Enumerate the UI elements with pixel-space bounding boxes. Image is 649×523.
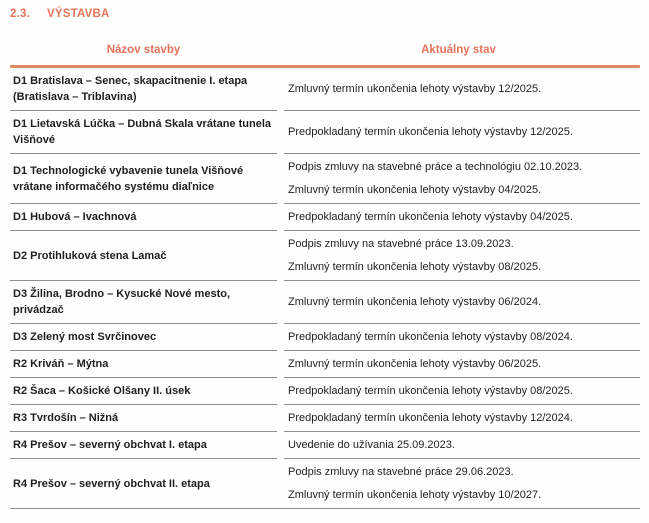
status-line: Predpokladaný termín ukončenia lehoty výstavby 08/2024. — [288, 331, 573, 343]
column-header-status: Aktuálny stav — [421, 44, 496, 56]
column-gap — [277, 68, 284, 111]
column-gap — [277, 378, 284, 405]
column-gap — [277, 351, 284, 378]
status-line: Zmluvný termín ukončenia lehoty výstavby 06/2024. — [288, 296, 542, 308]
project-name: R2 Kriváň – Mýtna — [10, 351, 277, 378]
column-gap — [277, 204, 284, 231]
status-line: Uvedenie do užívania 25.09.2023. — [288, 439, 455, 451]
table-row — [10, 231, 640, 281]
project-name: D2 Protihluková stena Lamač — [10, 231, 277, 281]
project-status — [284, 459, 640, 508]
project-status — [284, 111, 640, 154]
table-row — [10, 281, 640, 324]
project-name: D3 Žilina, Brodno – Kysucké Nové mesto, privádzač — [10, 281, 277, 324]
status-line: Predpokladaný termín ukončenia lehoty výstavby 04/2025. — [288, 211, 573, 223]
table-row — [10, 68, 640, 111]
project-name: D1 Lietavská Lúčka – Dubná Skala vrátane tunela Višňové — [10, 111, 277, 154]
table-row — [10, 324, 640, 351]
table-row — [10, 204, 640, 231]
column-header-name: Názov stavby — [106, 44, 181, 56]
table-row — [10, 351, 640, 378]
project-name: R4 Prešov – severný obchvat II. etapa — [13, 477, 210, 490]
project-status — [284, 324, 640, 351]
project-status — [284, 154, 640, 204]
project-name: R3 Tvrdošín – Nižná — [10, 405, 277, 432]
table-bottom-rule — [10, 508, 640, 509]
column-gap — [277, 432, 284, 459]
project-name: D1 Technologické vybavenie tunela Višňové vrátane informačého systému diaľnice — [10, 154, 277, 204]
column-gap — [277, 111, 284, 154]
project-status — [284, 351, 640, 378]
status-line: Podpis zmluvy na stavebné práce 29.06.2023. — [288, 466, 514, 478]
status-line: Podpis zmluvy na stavebné práce a technológiu 02.10.2023. — [288, 161, 583, 173]
project-status — [284, 378, 640, 405]
table-header-row — [10, 44, 640, 65]
project-status — [284, 231, 640, 281]
status-line: Zmluvný termín ukončenia lehoty výstavby 06/2025. — [288, 358, 542, 370]
column-gap — [277, 459, 284, 508]
table-row — [10, 459, 640, 508]
column-gap — [277, 154, 284, 204]
status-line: Podpis zmluvy na stavebné práce 13.09.2023. — [288, 238, 514, 250]
status-line: Zmluvný termín ukončenia lehoty výstavby 12/2025. — [288, 83, 542, 95]
status-line: Predpokladaný termín ukončenia lehoty výstavby 08/2025. — [288, 385, 573, 397]
status-line: Predpokladaný termín ukončenia lehoty výstavby 12/2025. — [288, 126, 573, 138]
table-row — [10, 111, 640, 154]
column-gap — [277, 231, 284, 281]
column-gap — [277, 281, 284, 324]
table-row — [10, 405, 640, 432]
project-name: D1 Bratislava – Senec, skapacitnenie I. etapa (Bratislava – Triblavina) — [10, 68, 277, 111]
table-row — [10, 432, 640, 459]
project-name: R2 Šaca – Košické Olšany II. úsek — [10, 378, 277, 405]
status-line: Zmluvný termín ukončenia lehoty výstavby 08/2025. — [288, 261, 542, 273]
project-status — [284, 68, 640, 111]
status-line: Predpokladaný termín ukončenia lehoty výstavby 12/2024. — [288, 412, 573, 424]
project-status — [284, 281, 640, 324]
column-gap — [277, 405, 284, 432]
table-row — [10, 154, 640, 204]
project-status — [284, 405, 640, 432]
section-number: 2.3. — [10, 8, 30, 20]
project-name: D3 Zelený most Svrčinovec — [10, 324, 277, 351]
status-line: Zmluvný termín ukončenia lehoty výstavby 04/2025. — [288, 184, 542, 196]
section-heading — [10, 8, 640, 20]
status-line: Zmluvný termín ukončenia lehoty výstavby 10/2027. — [288, 489, 542, 501]
section-title: VÝSTAVBA — [47, 8, 110, 20]
project-status — [284, 204, 640, 231]
column-gap — [277, 324, 284, 351]
table-row — [10, 378, 640, 405]
project-name: R4 Prešov – severný obchvat I. etapa — [10, 432, 277, 459]
project-name: D1 Hubová – Ivachnová — [10, 204, 277, 231]
construction-table — [10, 44, 640, 509]
project-status — [284, 432, 640, 459]
